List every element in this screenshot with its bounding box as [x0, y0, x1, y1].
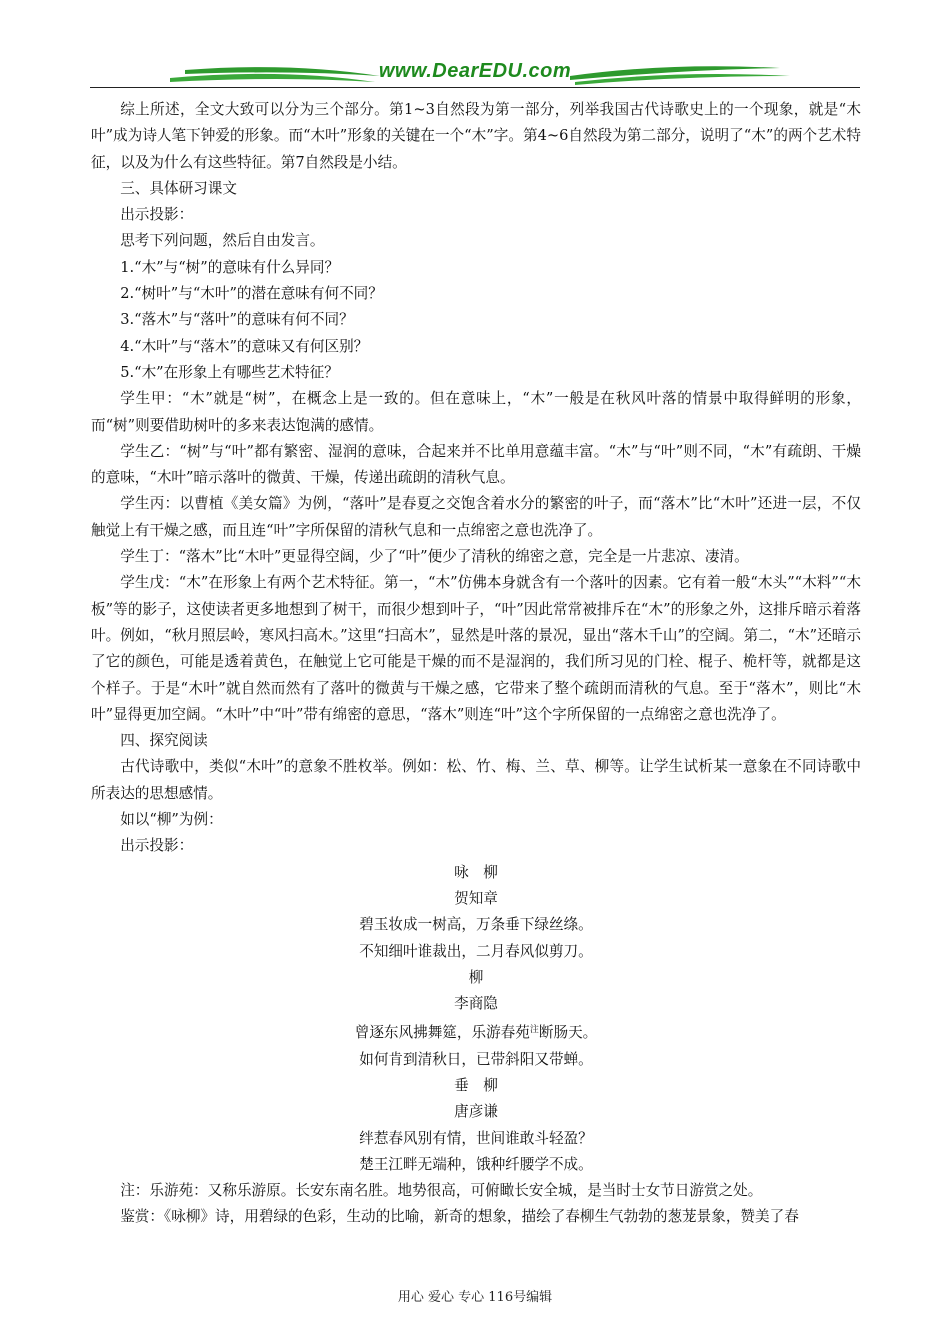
- poem-author: 唐彦谦: [454, 1103, 498, 1121]
- question-item: 4.“木叶”与“落木”的意味又有何区别？: [120, 337, 369, 355]
- paragraph: 出示投影：: [120, 837, 194, 855]
- footnote: 注：乐游苑：又称乐游原。长安东南名胜。地势很高，可俯瞰长安全城，是当时士女节日游赏之处。: [120, 1182, 763, 1200]
- student-answer: 学生丁：“落木”比“木叶”更显得空阔，少了“叶”便少了清秋的绵密之意，完全是一片悲凉、凄清。: [120, 548, 749, 566]
- poem-line: 绊惹春风别有情，世间谁敢斗轻盈？: [359, 1129, 593, 1147]
- poem-line: 碧玉妆成一树高，万条垂下绿丝绦。: [359, 916, 593, 934]
- paragraph: 古代诗歌中，类似“木叶”的意象不胜枚举。例如：松、竹、梅、兰、草、柳等。让学生试析某一意象在不同诗歌中所表达的思想感情。: [91, 758, 861, 802]
- student-answer: 学生乙：“树”与“叶”都有繁密、湿润的意味，合起来并不比单用意蕴丰富。“木”与“叶”则不同，“木”有疏朗、干燥的意味，“木叶”暗示落叶的微黄、干燥，传递出疏朗的清秋气息。: [91, 442, 861, 487]
- student-answer: 学生戊：“木”在形象上有两个艺术特征。第一，“木”仿佛本身就含有一个落叶的因素。它有着一般“木头”“木料”“木板”等的影子，这使读者更多地想到了树干，而很少想到叶子，“叶”因此常常被排斥在“木”的形象之外，这排斥暗示着落叶。例如，“秋月照层岭，寒风扫高木。”这里“扫高木”，显然是叶落的景况，显出“落木千山”的空阔。第二，“木”还暗示了它的颜色，可能是透着黄色，在触觉上它可能是干燥的而不是湿润的，我们所习见的门栓、棍子、桅杆等，就都是这个样子。于是“木叶”就自然而然有了落叶的微黄与干燥之感，它带来了整个疏朗而清秋的气息。至于“落木”，则比“木叶”显得更加空阔。“木叶”中“叶”带有绵密的意思，“落木”则连“叶”这个字所保留的一点绵密之意也洗净了。: [91, 574, 861, 723]
- paragraph: 鉴赏：《咏柳》诗，用碧绿的色彩，生动的比喻，新奇的想象，描绘了春柳生气勃勃的葱茏景象，赞美了春: [120, 1208, 799, 1226]
- student-answer: 学生丙：以曹植《美女篇》为例，“落叶”是春夏之交饱含着水分的繁密的叶子，而“落木”比“木叶”还进一层，不仅触觉上有干燥之感，而且连“叶”字所保留的清秋气息和一点绵密之意也洗净了。: [91, 495, 861, 539]
- poem-title: 垂 柳: [454, 1076, 498, 1094]
- student-answer: 学生甲：“木”就是“树”，在概念上是一致的。但在意味上，“木”一般是在秋风叶落的情景中取得鲜明的形象，而“树”则要借助树叶的多来表达饱满的感情。: [91, 390, 861, 434]
- poem-line: [91, 1017, 861, 1046]
- paragraph: 出示投影：: [120, 206, 194, 224]
- poem-title: 柳: [468, 968, 484, 986]
- poem-block: [91, 1073, 861, 1178]
- section-heading: 四、探究阅读: [120, 732, 208, 750]
- question-item: 1.“木”与“树”的意味有什么异同？: [120, 258, 340, 276]
- paragraph: 思考下列问题，然后自由发言。: [120, 232, 325, 250]
- question-item: 2.“树叶”与“木叶”的潜在意味有何不同？: [120, 285, 383, 303]
- poem-title: 咏 柳: [454, 863, 498, 881]
- poem-author: 贺知章: [454, 889, 498, 907]
- header-rule: [90, 87, 860, 88]
- question-item: 5.“木”在形象上有哪些艺术特征？: [120, 363, 339, 381]
- poem-line: 不知细叶谁裁出，二月春风似剪刀。: [359, 942, 593, 960]
- paragraph: 如以“柳”为例：: [120, 811, 223, 829]
- document-body: [91, 97, 861, 1231]
- site-logo-text[interactable]: www.DearEDU.com: [378, 60, 572, 82]
- page-footer: 用心 爱心 专心 116号编辑: [397, 1290, 553, 1305]
- paragraph: 综上所述，全文大致可以分为三个部分。第1~3自然段为第一部分，列举我国古代诗歌史上的一个现象，就是“木叶”成为诗人笔下钟爱的形象。而“木叶”形象的关键在一个“木”字。第4~6自然段为第二部分，说明了“木”的两个艺术特征，以及为什么有这些特征。第7自然段是小结。: [91, 101, 861, 171]
- poem-author: 李商隐: [454, 995, 498, 1013]
- poem-line-part: 曾逐东风拂舞筵，乐游春苑: [354, 1024, 530, 1042]
- poem-line-part: 断肠天。: [538, 1024, 598, 1042]
- poem-line: 如何肯到清秋日，已带斜阳又带蝉。: [359, 1050, 593, 1068]
- poem-block: [91, 860, 861, 965]
- section-heading: 三、具体研习课文: [120, 179, 237, 197]
- poem-line: 楚王江畔无端种，饿种纤腰学不成。: [359, 1155, 593, 1173]
- footnote-mark: 注: [529, 1025, 539, 1036]
- poem-block: [91, 965, 861, 1073]
- question-item: 3.“落木”与“落叶”的意味有何不同？: [120, 311, 354, 329]
